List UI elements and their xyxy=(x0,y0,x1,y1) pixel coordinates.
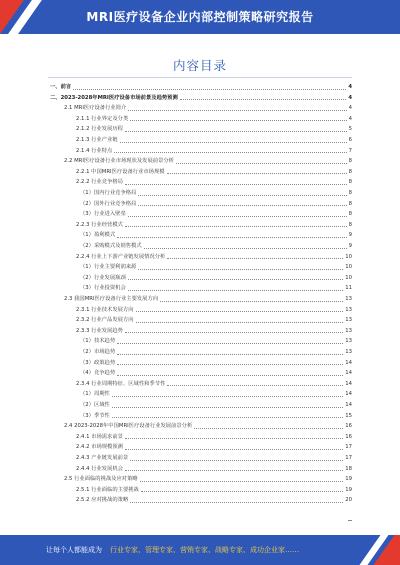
toc-entry[interactable] xyxy=(76,115,352,123)
toc-entry-label: 2.1.2 行业发展历程 xyxy=(76,126,123,133)
toc-entry[interactable] xyxy=(76,168,352,176)
toc-entry-label: （1）技术趋势 xyxy=(80,338,116,345)
toc-entry-label: 2.5 行业面临的挑战及应对策略 xyxy=(64,476,138,483)
toc-entry-label: （4）竞争趋势 xyxy=(80,370,116,377)
toc-entry-label: 2.5.2 应对挑战的策略 xyxy=(76,497,129,504)
toc-dot-leader xyxy=(194,428,343,429)
toc-entry-label: （3）行业投资机会 xyxy=(80,285,126,292)
toc-entry-page: 8 xyxy=(348,211,352,218)
toc-entry-label: 2.1 MRI医疗设备行业简介 xyxy=(64,105,127,112)
toc-dot-leader xyxy=(112,407,343,408)
toc-dot-leader xyxy=(125,470,343,471)
toc-entry-page: 10 xyxy=(345,253,352,260)
toc-entry-page: 19 xyxy=(345,486,352,493)
toc-entry-label: 一、前言 xyxy=(50,84,72,90)
toc-entry-page: 4 xyxy=(348,105,352,112)
toc-entry[interactable] xyxy=(76,147,352,155)
toc-entry[interactable] xyxy=(50,83,352,91)
toc-entry-label: （2）行业发展瓶颈 xyxy=(80,274,126,281)
toc-entry[interactable] xyxy=(80,231,352,239)
toc-entry-page: 13 xyxy=(345,349,352,355)
toc-entry-label: 2.5.1 行业面临的主要挑战 xyxy=(76,486,139,493)
toc-dot-leader xyxy=(144,248,347,249)
toc-entry-page: 16 xyxy=(345,433,352,440)
toc-entry-label: （2）国外行业竞争格局 xyxy=(80,200,137,207)
toc-entry[interactable] xyxy=(76,486,352,494)
toc-dot-leader xyxy=(138,269,343,270)
toc-dot-leader xyxy=(117,364,343,365)
toc-entry-label: 2.4.2 市场规模预测 xyxy=(76,444,123,451)
toc-entry-page: 13 xyxy=(345,338,352,345)
toc-dot-leader xyxy=(125,226,347,227)
toc-entry-label: 2.3.4 行业周期特征、区域性和季节性 xyxy=(76,380,166,387)
toc-dot-leader xyxy=(120,142,347,143)
toc-dot-leader xyxy=(128,279,344,280)
toc-entry-page: 10 xyxy=(345,264,352,271)
page-footer xyxy=(0,535,400,565)
toc-dot-leader xyxy=(128,110,346,111)
toc-dot-leader xyxy=(125,332,343,333)
toc-dot-leader xyxy=(112,417,343,418)
toc-dot-leader xyxy=(128,216,347,217)
toc-entry-page: 8 xyxy=(348,221,352,228)
toc-entry[interactable] xyxy=(80,263,352,271)
toc-entry-page: 17 xyxy=(345,444,352,451)
toc-entry-label: 2.4.1 市场需求前景 xyxy=(76,433,123,440)
toc-dot-leader xyxy=(125,449,343,450)
toc-entry-label: （1）行业主要利润来源 xyxy=(80,264,137,271)
toc-entry[interactable] xyxy=(80,390,352,398)
toc-entry[interactable] xyxy=(80,284,352,292)
toc-entry-page: 17 xyxy=(345,455,352,461)
toc-entry-page: 6 xyxy=(348,137,352,143)
toc-entry-label: 2.2.3 行业经营模式 xyxy=(76,221,123,228)
footer-slogan: 让每个人都能成为 xyxy=(46,546,102,554)
toc-entry-page: 13 xyxy=(345,327,352,334)
toc-entry[interactable] xyxy=(76,253,352,261)
toc-entry-page: 14 xyxy=(345,402,352,408)
toc-entry[interactable] xyxy=(64,422,352,430)
toc-entry-page: 9 xyxy=(348,243,352,249)
toc-dot-leader xyxy=(167,385,343,386)
toc-entry-page: 8 xyxy=(348,158,352,165)
toc-entry-page: 16 xyxy=(345,423,352,430)
toc-entry-page: 13 xyxy=(345,317,352,324)
toc-entry-label: 2.1.1 行业界定及分类 xyxy=(76,115,129,122)
toc-entry-label: 2.4.4 行业发展机会 xyxy=(76,465,123,472)
toc-entry-page: 8 xyxy=(348,190,352,196)
toc-dot-leader xyxy=(176,163,347,164)
footer-expert-list: 行业专家、管理专家、营销专家、战略专家、成功企业家…… xyxy=(110,546,299,554)
toc-entry-page: 8 xyxy=(348,179,352,186)
toc-entry[interactable] xyxy=(80,274,352,282)
toc-entry[interactable] xyxy=(80,189,352,197)
toc-entry-page: 4 xyxy=(348,94,352,101)
toc-dot-leader xyxy=(167,173,347,174)
toc-entry-label: （1）国内行业竞争格局 xyxy=(80,190,137,196)
toc-entry[interactable] xyxy=(76,465,352,473)
toc-heading: 内容目录 xyxy=(172,58,227,73)
toc-entry-label: 2.1.4 行业特点 xyxy=(76,147,113,154)
toc-dot-leader xyxy=(141,491,343,492)
toc-entry[interactable] xyxy=(80,348,352,356)
toc-entry[interactable] xyxy=(76,306,352,314)
toc-entry[interactable] xyxy=(76,380,352,388)
toc-entry[interactable] xyxy=(80,337,352,345)
toc-entry-page: 7 xyxy=(348,147,352,154)
toc-entry-label: 2.4 2023-2028年中国MRI医疗设备行业发展前景分析 xyxy=(64,423,193,430)
toc-entry-page: 4 xyxy=(348,84,352,90)
toc-entry[interactable] xyxy=(64,295,352,303)
toc-entry-page: 13 xyxy=(345,296,352,302)
toc-entry[interactable] xyxy=(80,200,352,208)
toc-entry-label: （3）季节性 xyxy=(80,412,110,419)
toc-dot-leader xyxy=(138,195,346,196)
toc-entry-label: 2.1.3 行业产业链 xyxy=(76,137,118,143)
toc-dot-leader xyxy=(73,89,346,90)
toc-entry-label: （3）政策趋势 xyxy=(80,359,116,366)
toc-dot-leader xyxy=(112,396,343,397)
toc-entry-label: 2.2.2 行业竞争格局 xyxy=(76,179,123,186)
toc-entry-page: 11 xyxy=(345,285,352,292)
toc-entry[interactable] xyxy=(80,210,352,218)
toc-entry-label: （2）采购模式及销售模式 xyxy=(80,243,142,249)
toc-entry-label: （2）区域性 xyxy=(80,402,110,408)
report-title: MRI医疗设备企业内部控制策略研究报告 xyxy=(86,10,314,24)
toc-entry-label: 二、2023-2028年MRI医疗设备市场前景及趋势预测 xyxy=(50,94,178,101)
toc-dot-leader xyxy=(130,502,343,503)
toc-dot-leader xyxy=(130,120,346,121)
toc-dot-leader xyxy=(114,152,346,153)
toc-entry[interactable] xyxy=(80,412,352,420)
toc-entry-page: 15 xyxy=(345,412,352,419)
toc-dot-leader xyxy=(136,322,344,323)
toc-dot-leader xyxy=(136,311,344,312)
toc-entry-page: 14 xyxy=(345,380,352,387)
toc-entry[interactable] xyxy=(80,369,352,377)
toc-entry[interactable] xyxy=(76,496,352,504)
toc-entry[interactable] xyxy=(76,327,352,335)
toc-dot-leader xyxy=(125,184,347,185)
toc-entry-page: 4 xyxy=(348,115,352,122)
toc-entry-page: 14 xyxy=(345,391,352,398)
toc-entry-page: 5 xyxy=(348,126,352,133)
toc-dot-leader xyxy=(160,301,343,302)
toc-dot-leader xyxy=(117,354,343,355)
toc-entry[interactable] xyxy=(76,178,352,186)
toc-entry-page: 8 xyxy=(348,168,352,175)
toc-entry[interactable] xyxy=(76,443,352,451)
toc-entry-page: 9 xyxy=(348,232,352,239)
toc-entry-label: 2.2.4 行业上下游产业链发展情况分析 xyxy=(76,253,166,260)
toc-dot-leader xyxy=(130,460,343,461)
toc-dot-leader xyxy=(167,258,343,259)
toc-dot-leader xyxy=(180,99,347,100)
toc-dot-leader xyxy=(117,343,343,344)
toc-entry[interactable] xyxy=(76,316,352,324)
toc-entry[interactable] xyxy=(64,104,352,112)
toc-entry-label: （3）行业进入壁垒 xyxy=(80,211,126,218)
toc-entry-page: 14 xyxy=(345,370,352,377)
toc-entry-label: （2）市场趋势 xyxy=(80,349,116,355)
toc-dot-leader xyxy=(125,438,343,439)
toc-entry-page: 18 xyxy=(345,465,352,472)
toc-entry-page: 10 xyxy=(345,274,352,281)
toc-entry[interactable] xyxy=(80,401,352,409)
toc-entry-label: 2.3 我国MRI医疗设备行业主要发展方向 xyxy=(64,296,159,302)
toc-entry-label: 2.4.3 产业链发展前景 xyxy=(76,455,129,461)
toc-entry[interactable] xyxy=(76,125,352,133)
page-tick-mark xyxy=(348,520,352,521)
toc-entry-label: 2.3.2 行业产品发展方向 xyxy=(76,317,134,324)
toc-entry-label: 2.3.3 行业发展趋势 xyxy=(76,327,123,334)
toc-entry-label: 2.3.1 行业技术发展方向 xyxy=(76,306,134,313)
toc-entry-label: （1）周期性 xyxy=(80,391,110,398)
toc-entry[interactable] xyxy=(76,136,352,144)
toc-dot-leader xyxy=(140,481,344,482)
toc-divider xyxy=(48,77,352,78)
toc-entry[interactable] xyxy=(64,157,352,165)
toc-entry-page: 8 xyxy=(348,200,352,207)
toc-entry[interactable] xyxy=(76,454,352,462)
toc-dot-leader xyxy=(138,205,346,206)
toc-entry[interactable] xyxy=(80,242,352,250)
page-header xyxy=(0,0,400,34)
toc-entry[interactable] xyxy=(80,359,352,367)
toc-entry-page: 19 xyxy=(345,476,352,483)
toc-entry[interactable] xyxy=(76,433,352,441)
toc-dot-leader xyxy=(128,290,344,291)
toc-entry[interactable] xyxy=(50,94,352,102)
toc-entry-page: 14 xyxy=(345,359,352,366)
toc-dot-leader xyxy=(117,375,343,376)
toc-entry[interactable] xyxy=(76,221,352,229)
toc-entry-label: （1）盈利模式 xyxy=(80,232,116,239)
toc-entry-page: 20 xyxy=(345,497,352,504)
toc-dot-leader xyxy=(117,237,346,238)
toc-entry[interactable] xyxy=(64,475,352,483)
toc-entry-label: 2.2.1 中国MRI医疗设备行业市场规模 xyxy=(76,168,165,175)
toc-dot-leader xyxy=(125,131,347,132)
toc-entry-page: 13 xyxy=(345,306,352,313)
toc-entry-label: 2.2 MRI医疗设备行业市场现状及发展前景分析 xyxy=(64,158,174,165)
